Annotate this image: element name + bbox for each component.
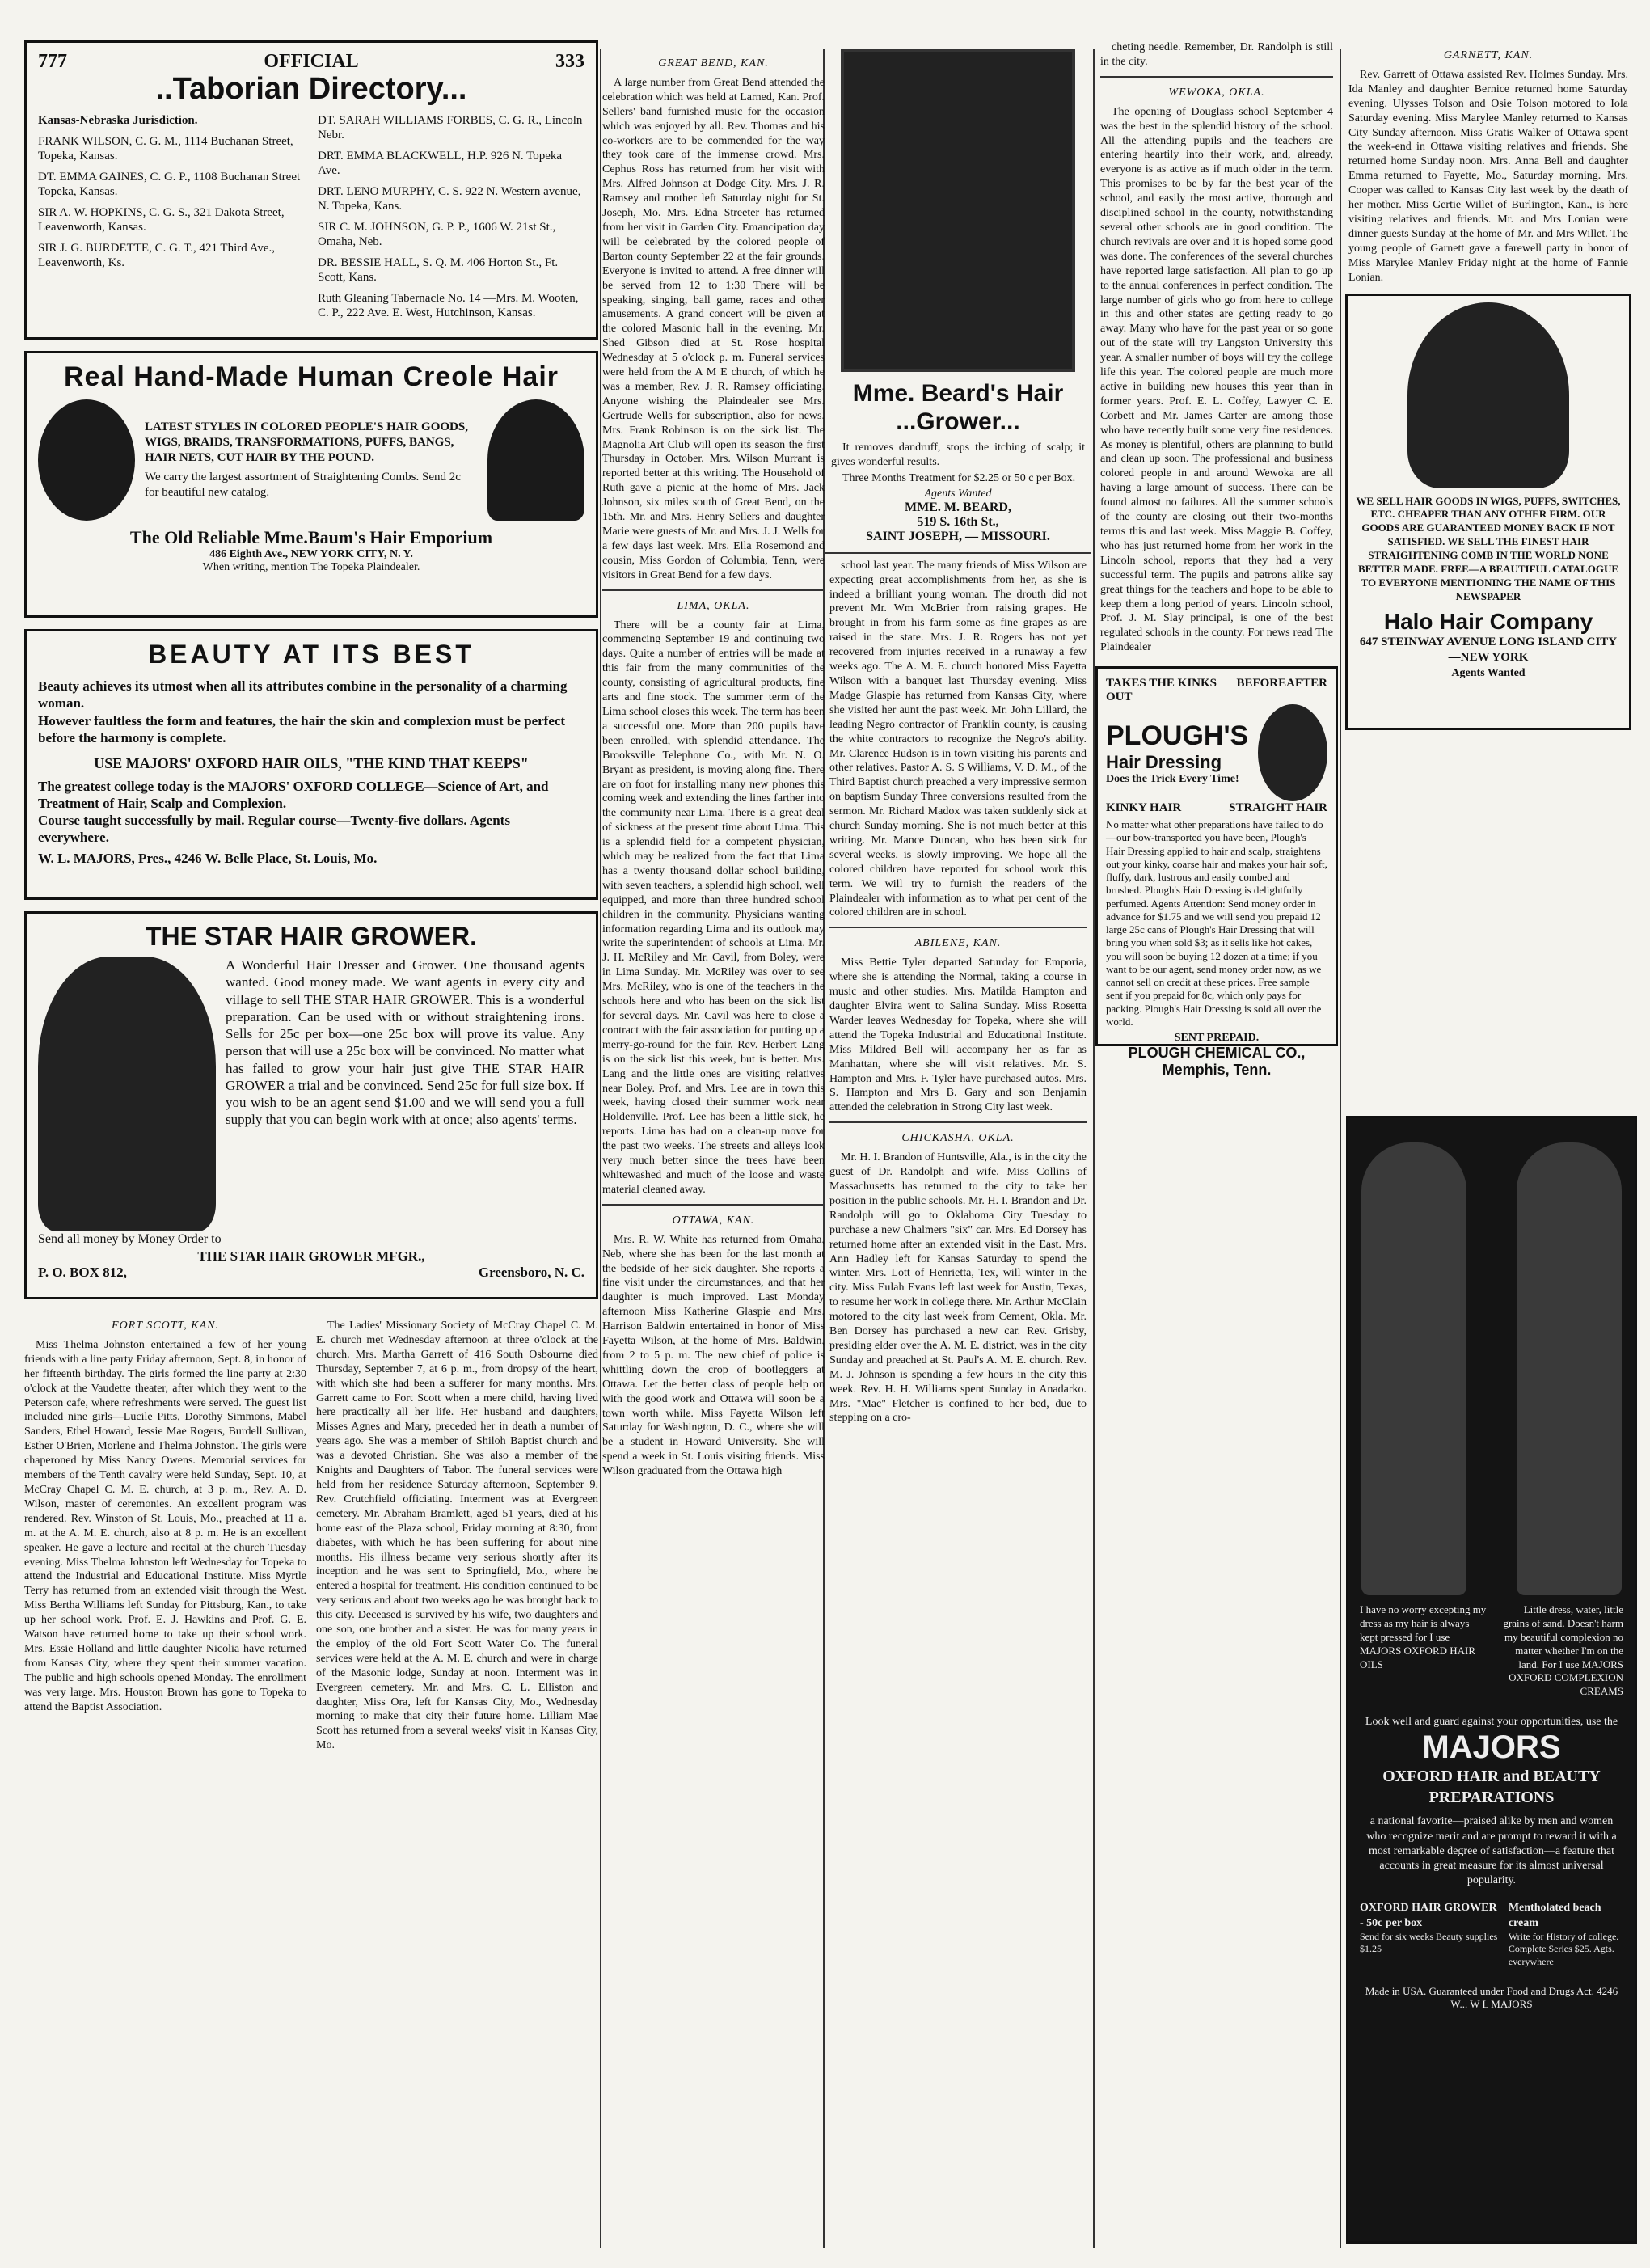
star-ad-foot1: Send all money by Money Order to bbox=[38, 1232, 222, 1246]
abilene-text: Miss Bettie Tyler departed Saturday for Emporia, where she is attending the Normal, taking a course in music and other studies. Mrs. Matilda Hampton and daughter Elvira went to Salina Sunday. Miss Rosetta Warder leaves Wednesday for Topeka, where she will attend the Topeka Industrial and Educational Institute. Miss Mildred Bell will accompany her as far as Manhattan, where she will visit relatives. Mr. S. Hampton and Mrs. F. Tyler have purchased autos. Mrs. S. Hampton and Mrs B. Gary and son Benjamin attended the celebration in Strong City last week. bbox=[829, 957, 1087, 1114]
creole-hair-ad bbox=[24, 351, 598, 618]
column-rule bbox=[1093, 49, 1095, 2248]
creole-ad-foot: The Old Reliable Mme.Baum's Hair Emporium bbox=[129, 527, 493, 547]
halo-hair-company-ad bbox=[1345, 294, 1631, 730]
directory-body bbox=[38, 113, 584, 327]
beard-ad-city: SAINT JOSEPH, — MISSOURI. bbox=[866, 529, 1050, 543]
beard-ad-title: Mme. Beard's Hair ...Grower... bbox=[852, 380, 1064, 435]
garnett-headline: GARNETT, KAN. bbox=[1443, 49, 1534, 61]
ottawa-text: Mrs. R. W. White has returned from Omaha, Neb, where she has been for the last month at the bedside of her sick daughter. She reports a fine visit under the circumstances, and that her daughter is much improved. Last Monday afternoon Miss Katherine Glaspie and Mrs. Harrison Baldwin entertained in honor of Miss Fayetta Wilson, at the home of Mrs. Baldwin, from 2 to 5 p. m. The new chief of police is whittling down the crop of bootleggers at Ottawa. Let the better class of people help on with the good work and Ottawa will soon be a town worth while. Miss Fayetta Wilson left Saturday for Washington, D. C., where she will be a student in Howard University. She will spend a week in St. Louis visiting friends. Miss Wilson graduated from the Ottawa high bbox=[602, 1233, 825, 1478]
wewoka-text: The opening of Douglass school September 4 was the best in the splendid history of the school. All the attending pupils and the teachers are entering heartily into their work, and, already, everyone is as active as if much older in the term. This promises to be by far the best year of the school, and easily the most active, thorough and disciplined school in the county, notwithstanding several other schools are in good condition. The church revivals are over and it is hoped some good was done. The conferences of the several churches have reported large satisfaction. All plan to go up to the annual conferences in perfect condition. The large number of girls who go from here to college in this and other states are getting ready to go away. Many who have for the past year or so gone out of the state will try Langston University this year. A smaller number of boys will try the college life this year. The colored people are much more active in building new houses this year than in former years. Prof. E. L. Coffey, Lawyer C. E. Corbett and Mr. James Carter are among those who have recently built some very fine residences. As money is plentiful, others are planning to build and clean up soon. The professional and business colored people in and around Wewoka are all having a large amount of success. There can be found almost no failures. All the summer schools of the county are closing out their two-months terms this and last week. Miss Maggie B. Coffey, who has just returned home from her work in the Lincoln school, reports that they had a very successful term. The pupils and patrons alike say great things for the teachers and hope to be able to keep them a long period of years. Lincoln school, Prof. J. M. Slay principal, is one of the best regulated schools in the county. For news read The Plaindealer bbox=[1100, 105, 1333, 654]
divider bbox=[1100, 76, 1333, 78]
woman-silhouette-icon bbox=[487, 399, 584, 521]
star-ad-address bbox=[38, 1265, 584, 1281]
beauty-at-its-best-ad bbox=[24, 629, 598, 900]
directory-entry: SIR J. G. BURDETTE, C. G. T., 421 Third Ave., Leavenworth, Ks. bbox=[38, 241, 276, 269]
halo-ad-name: Halo Hair Company bbox=[1383, 608, 1593, 634]
plough-body: No matter what other preparations have failed to do—our bow-transported you have been, Plough's Hair Dressing applied to hair and scalp, straightens out your kinky, coarse hair and makes your hair soft, fluffy, dark, lustrous and easily combed and brushed. Plough's Hair Dressing is delightfully perfumed. Agents Attention: Send money order in advance for $1.75 and we will send you prepaid 12 large 25c cans of Plough's Hair Dressing that will bring you when sold $3; as it sells like hot cakes, you will soon be buying 12 dozen at a time; if you want to be our agent, send money order now, as we cannot sell on credit at these prices. Free sample sent if you prepaid for 8c, which only pays for packing. Plough's Hair Dressing is sold all over the world. bbox=[1106, 818, 1327, 1028]
beard-ad-agents: Agents Wanted bbox=[924, 487, 992, 500]
wewoka-headline: WEWOKA, OKLA. bbox=[1168, 86, 1265, 99]
lima-text: There will be a county fair at Lima, commencing September 19 and continuing two days. Quite a number of entries will be made at this fair from the many communities of the county, consisting of agricultural products, fine arts and fine stock. The summer term of the Lima school closes this week. The term has been a successful one. More than 200 pupils have been enrolled, with splendid attendance. The Brooksville Telephone Co., with Mr. N. O. Bryant as president, is moving along fine. There are on foot for installing many new phones this coming week and extending the lines farther into the community near Lima. There is a great deal of sickness at the present time about Lima. This is a splendid field for a competent physician, which may be realized from the fact that Lima has a twenty thousand dollar school building, with seven teachers, a splendid high school, well equipped, and more than three hundred school children in the community. Physicians wanting information regarding Lima and its outlook may write the superintendent of schools at Lima. Mr. J. H. McRiley and Mr. Cavil, from Boley, were in Lima Sunday. Mr. McRiley was over to see Mrs. McRiley, who is one of the teachers in the schools here and who has been on the sick list for several days. Mr. Cavil was here to close a contract with the fair association for putting up a merry-go-round for the fair. Rev. Herbert Lang is on the sick list this week, but is better. Mrs. Lang and the little ones are visiting relatives near Boley. Prof. and Mrs. Lee are in town this week, having closed their summer work near Holdenville. Prof. Lee has been a little sick, he reports. Lima has had on a clean-up move for the past two weeks. The streets and alleys look very much better since the trees have been whitewashed and much of the loose and waste material cleaned away. bbox=[602, 619, 825, 1196]
majors-description: a national favorite—praised alike by men and women who recognize merit and are prompt to reward it with a most remarkable degree of satisfaction—a feature that accounts in great measure for its almost universal popularity. bbox=[1366, 1815, 1617, 1887]
beauty-ad-p5: Course taught successfully by mail. Regular course—Twenty-five dollars. Agents everywhere. bbox=[38, 813, 510, 846]
halo-ad-body: WE SELL HAIR GOODS IN WIGS, PUFFS, SWITCHES, ETC. CHEAPER THAN ANY OTHER FIRM. OUR GOODS ARE GUARANTEED MONEY BACK IF NOT SATISFIED. WE SELL THE FINEST HAIR STRAIGHTENING COMB IN THE WORLD NONE BETTER MADE. FREE—A BEAUTIFUL CATALOGUE TO EVERYONE MENTIONING THE NAME OF THIS NEWSPAPER bbox=[1356, 494, 1621, 602]
directory-header bbox=[38, 51, 584, 73]
fort-scott-section bbox=[24, 1311, 598, 1755]
directory-entry: SIR C. M. JOHNSON, G. P. P., 1606 W. 21st St., Omaha, Neb. bbox=[318, 220, 556, 248]
plough-kinky: KINKY HAIR bbox=[1106, 801, 1182, 815]
woman-long-hair-illustration bbox=[38, 957, 216, 1231]
divider bbox=[829, 927, 1087, 928]
chickasha-headline: CHICKASHA, OKLA. bbox=[901, 1132, 1015, 1145]
divider bbox=[602, 1204, 825, 1206]
divider bbox=[602, 589, 825, 591]
smiling-woman-illustration bbox=[1258, 704, 1327, 801]
majors-cream: Mentholated beach cream bbox=[1508, 1902, 1601, 1929]
majors-products bbox=[1348, 1888, 1635, 1968]
directory-entry: SIR A. W. HOPKINS, C. G. S., 321 Dakota Street, Leavenworth, Kansas. bbox=[38, 205, 285, 234]
directory-entry: DT. SARAH WILLIAMS FORBES, C. G. R., Lincoln Nebr. bbox=[318, 113, 583, 141]
beard-ad-body: It removes dandruff, stops the itching of scalp; it gives wonderful results. bbox=[831, 441, 1085, 468]
star-hair-grower-ad bbox=[24, 911, 598, 1299]
majors-tagline: Look well and guard against your opportunities, use the bbox=[1365, 1716, 1618, 1729]
creole-ad-note: When writing, mention The Topeka Plaindealer. bbox=[202, 561, 420, 573]
majors-left-caption: I have no worry excepting my dress as my hair is always kept pressed for I use MAJORS OXFORD HAIR OILS bbox=[1360, 1603, 1487, 1670]
woman-figure-right bbox=[1517, 1142, 1622, 1595]
plough-subtitle: Hair Dressing bbox=[1106, 751, 1222, 772]
creole-ad-body2: We carry the largest assortment of Straightening Combs. Send 2c for beautiful new catalog. bbox=[145, 471, 461, 500]
chickasha-continued-text: cheting needle. Remember, Dr. Randolph is still in the city. bbox=[1100, 41, 1333, 68]
abilene-headline: ABILENE, KAN. bbox=[914, 937, 1002, 950]
directory-official: OFFICIAL bbox=[264, 51, 359, 72]
majors-grower: OXFORD HAIR GROWER - 50c per box bbox=[1360, 1902, 1497, 1929]
ottawa-headline: OTTAWA, KAN. bbox=[672, 1214, 755, 1227]
directory-num-right: 333 bbox=[555, 51, 584, 72]
lima-headline: LIMA, OKLA. bbox=[677, 599, 750, 612]
column-rule bbox=[600, 49, 601, 2248]
majors-subtitle: OXFORD HAIR and BEAUTY PREPARATIONS bbox=[1382, 1768, 1601, 1807]
beard-ad bbox=[825, 40, 1091, 554]
ottawa-continued-text: school last year. The many friends of Miss Wilson are expecting great accomplishments from her, as she is indeed a brilliant young woman. The drouth did not prevent Mr. Wm McBrier from raising grapes. He brought in from his farm some as fine grapes as are raised in the state. Mrs. J. R. Rogers has not yet recovered from injuries received in a runaway a few weeks ago. The A. M. E. church honored Miss Fayetta Wilson with a banquet last Thursday evening. Miss Madge Glaspie has returned from Kansas City, where she visited her aunt the past week. Mr. John Lillard, the leading Negro contractor of Franklin county, is causing the white contractors to recognize the Negro's ability. Mr. Clarence Hudson is in town visiting his parents and other relatives. Pastor A. S. S Williams, V. D. M., of the Third Baptist church preached a very impressive sermon on baptism Sunday Three conversions resulted from the sermon. Mr. Richard Madox was taken suddenly sick at church Sunday morning. She is not much better at this writing. Mr. Mance Duncan, who has been sick for several weeks, is slowly improving. We hope all the colored children have reported for school work this term. We will try to furnish the readers of the Plaindealer with information as to what per cent of the colored children are in school. bbox=[829, 559, 1087, 919]
beauty-ad-p2: However faultless the form and features, the hair the skin and complexion must be perfect before the harmony is complete. bbox=[38, 712, 566, 745]
creole-ad-address: 486 Eighth Ave., NEW YORK CITY, N. Y. bbox=[209, 548, 413, 560]
star-ad-pobox: P. O. BOX 812, bbox=[38, 1265, 127, 1281]
plough-title: PLOUGH'S bbox=[1106, 720, 1249, 751]
woman-portrait-icon bbox=[38, 399, 135, 521]
beard-ad-name: MME. M. BEARD, bbox=[905, 500, 1011, 514]
column-2 bbox=[602, 40, 825, 2248]
column-rule bbox=[1340, 49, 1341, 2248]
majors-title: MAJORS bbox=[1422, 1730, 1561, 1766]
beauty-ad-foot: W. L. MAJORS, Pres., 4246 W. Belle Place, St. Louis, Mo. bbox=[38, 850, 378, 866]
directory-title: ..Taborian Directory... bbox=[155, 72, 467, 106]
directory-entry: DT. EMMA GAINES, C. G. P., 1108 Buchanan Street Topeka, Kansas. bbox=[38, 170, 301, 198]
chickasha-text: Mr. H. I. Brandon of Huntsville, Ala., is in the city the guest of Dr. Randolph and wife. Miss Collins of Massachusetts has returned to the city to take her position in the public schools. Mr. H. I. Brandon and Dr. Randolph will go to Oklahoma City Tuesday to purchase a new Chalmers "six" car. Mrs. Ed Dorsey has returned home after an extended visit in the East. Mrs. Ann Hadley left for Kansas Saturday to spend the winter. Mrs. Lott of Henrietta, Tex, will winter in the city. Miss Eulah Evans left last week for Austin, Texas, to resume her work in college there. Mr. Arthur McClain motored to the city last week from Cement, Okla. Mr. Ben Dorsey has purchased a new car. Rev. Grisby, presiding elder over the A. M. E. district, was in the city Sunday and preached at St. Paul's A. M. E. church. Rev. M. J. Johnson is spending a few hours in the city this week. Rev. H. H. Williams spent Sunday in Anadarko. Mrs. "Mac" Fletcher is confined to her bed, due to stepping on a cro- bbox=[829, 1151, 1087, 1425]
star-ad-foot2: THE STAR HAIR GROWER MFGR., bbox=[197, 1248, 425, 1264]
star-ad-row bbox=[38, 957, 584, 1231]
beauty-ad-title: BEAUTY AT ITS BEST bbox=[148, 640, 475, 669]
beard-ad-street: 519 S. 16th St., bbox=[917, 514, 999, 529]
fort-scott-headline: FORT SCOTT, KAN. bbox=[112, 1320, 219, 1332]
directory-num-left: 777 bbox=[38, 51, 67, 72]
creole-ad-title: Real Hand-Made Human Creole Hair bbox=[63, 361, 559, 392]
star-ad-body: A Wonderful Hair Dresser and Grower. One thousand agents wanted. Good money made. We want agents in every city and village to sell THE STAR HAIR GROWER. This is a wonderful preparation. Can be used with or without straightening irons. Sells for 25c per box—one 25c box will prove its value. Any person that will use a 25c box will be convinced. No matter what has failed to grow your hair just give THE STAR HAIR GROWER a trial and be convinced. Send 25c for full size box. If you wish to be an agent send $1.00 and we will send you a full supply that you can begin work with at once; also agents' terms. bbox=[226, 957, 584, 1128]
majors-bottom: Made in USA. Guaranteed under Food and Drugs Act. 4246 W... W L MAJORS bbox=[1365, 1984, 1618, 2011]
column-3 bbox=[825, 40, 1091, 2248]
fort-scott-text-2: The Ladies' Missionary Society of McCray Chapel C. M. E. church met Wednesday afternoon at three o'clock at the church. Mrs. Martha Garrett of 416 South Osbourne died Thursday, September 7, at 6 p. m., from dropsy of the heart, with which she had been a sufferer for many months. Mrs. Garrett came to Fort Scott when a mere child, having lived here practically all her life. Her husband and daughters, Misses Agnes and Mary, preceded her in death a number of years ago. She was a member of Shiloh Baptist church and was a devoted Christian. She was also a member of the Knights and Daughters of Tabor. The funeral services were held from her residence Saturday afternoon, September 9, Rev. Crutchfield officiating. Interment was at Evergreen cemetery. Mr. Abraham Bramlett, aged 51 years, died at his home east of the Plaza school, Friday morning at 8:30, from diabetes, with which he has been suffering for about nine months. His illness became very serious shortly after its inception and he was sent to Springfield, Mo., where he entered a hospital for treatment. His condition continued to be very serious and about two weeks ago he was brought back to this city. Deceased is survived by his wife, two daughters and one son, one brother and a sister. He was for many years in the employ of the old Fort Scott Water Co. The funeral services were held at the A. M. E. church and were in charge of the Masonic lodge, Sunday at noon. Interment was in Evergreen cemetery. Mr. and Mrs. C. L. Elliston and daughter, Miss Ora, left for Kansas City, Mo., Wednesday morning to make that city their future home. Lilliam Mae Scott has returned from a several weeks' visit in Kansas City, Mo. bbox=[316, 1320, 598, 1752]
majors-grower2: Send for six weeks Beauty supplies $1.25 bbox=[1360, 1930, 1498, 1955]
beard-ad-treatment: Three Months Treatment for $2.25 or 50 c per Box. bbox=[842, 471, 1076, 484]
majors-preparations-ad bbox=[1346, 1116, 1637, 2244]
beauty-ad-p4: The greatest college today is the MAJORS' OXFORD COLLEGE—Science of Art, and Treatment of Hair, Scalp and Complexion. bbox=[38, 778, 549, 811]
woman-portrait-photo bbox=[841, 49, 1075, 372]
majors-cream2: Write for History of college. Complete Series $25. Agts. everywhere bbox=[1508, 1930, 1619, 1967]
divider bbox=[829, 1121, 1087, 1123]
plough-row bbox=[1106, 704, 1327, 801]
plough-trick: Does the Trick Every Time! bbox=[1106, 772, 1239, 785]
woman-figure-left bbox=[1361, 1142, 1466, 1595]
directory-entry: DRT. EMMA BLACKWELL, H.P. 926 N. Topeka Ave. bbox=[318, 149, 563, 177]
plough-straight: STRAIGHT HAIR bbox=[1229, 801, 1327, 815]
directory-entry: DRT. LENO MURPHY, C. S. 922 N. Western avenue, N. Topeka, Kans. bbox=[318, 184, 581, 213]
jurisdiction: Kansas-Nebraska Jurisdiction. bbox=[38, 113, 198, 127]
great-bend-text: A large number from Great Bend attended the celebration which was held at Larned, Kan. Prof. Sellers' band furnished music for the occasion which was enjoyed by all. Rev. Thomas and his co-workers are to be commended for the way they took care of the immense crowd. Mrs. Cephus Ross has returned from her visit with Mrs. Alfred Johnson at Dodge City. Mrs. J. R. Ramsey and mother left Saturday night for St. Joseph, Mo. Mrs. Edna Streeter has returned from her visit in Garden City. Emancipation day will be celebrated by the colored people of Barton county September 22 at the fair grounds. Everyone is invited to attend. A free dinner will be served from 12 to 1:30 There will be speaking, singing, ball game, races and other amusements. A grand concert will be given at the colored Masonic hall in the evening. Mr. Shed Gibson died at St. Rose hospital Wednesday at 5 o'clock p. m. Funeral services were held from the A M E church, of which he was a member, Rev. J. R. Ramsey officiating. Anyone wishing the Plaindealer see Mrs. Gertrude Wells for subscription, also for news. Mrs. Frank Robinson is on the sick list. The Magnolia Art Club will open its season the first Thursday in October. Mrs. Wilson Murrant is reported better at this writing. The Household of Ruth gave a picnic at the home of Mrs. Jack Johnson, six miles south of Great Bend, on the 15th. Mr. and Mrs. Henry Sellers and daughter Marie were guests of Mr. and Mrs. J. J. Wells for a few days last week. Mrs. Ella Rosemond and cousin, Miss Gordon of Columbia, Tenn, were visitors in Great Bend for a few days. bbox=[602, 76, 825, 581]
column-4 bbox=[1095, 40, 1338, 2248]
halo-ad-address: 647 STEINWAY AVENUE LONG ISLAND CITY—NEW YORK bbox=[1359, 635, 1618, 665]
star-ad-title: THE STAR HAIR GROWER. bbox=[145, 922, 478, 951]
fort-scott-text-1: Miss Thelma Johnston entertained a few of her young friends with a line party Friday afternoon, Sept. 8, in honor of her fifteenth birthday. The girls formed the line party at 2:30 o'clock at the Vaudette theater, after which they went to the Peterson cafe, where refreshments were served. The guest list included nine girls—Lucile Pitts, Dorothy Simmons, Mabel Sanders, Ethel Howard, Jessie Mae Rogers, Burdell Sullivan, Esther O'Brien, Morlene and Thelma Johnston. The girls were chaperoned by Miss Nancy Owens. Memorial services for members of the Tenth cavalry were held Sunday, Sept. 10, at McCray Chapel C. M. E. church, at 3 p. m., Rev. A. D. Wilson, master of ceremonies. An excellent program was rendered. Rev. Winston of St. Louis, Mo., preached at 11 a. m. at the A. M. E. church, also at 8 p. m. He is an excellent speaker. He gave a lecture and recital at the church Tuesday evening. Miss Thelma Johnston left Wednesday for Topeka to attend the Industrial and Educational Institute. Miss Myrtle Terry has returned from an extended visit through the West. Miss Bertha Williams left Sunday for Pittsburg, Kan., to take up her school work. Prof. E. J. Hawkins and Prof. G. E. Watson have returned home to take up their school work. Mrs. Essie Holland and little daughter Nicolia have returned from Kansas City, where they spent their summer vacation. The public and high schools opened Monday. The enrollment was very large. Mrs. Houston Brown has gone to Topeka to attend the Baptist Association. bbox=[24, 1338, 306, 1713]
majors-figures bbox=[1348, 1118, 1635, 1595]
plough-foot: PLOUGH CHEMICAL CO., Memphis, Tenn. bbox=[1128, 1045, 1306, 1079]
plough-before: BEFORE bbox=[1236, 677, 1287, 691]
majors-right-caption: Little dress, water, little grains of sand. Doesn't harm my beautiful complexion no matter whether I'm on the land. For I use MAJORS OXFORD COMPLEXION CREAMS bbox=[1503, 1603, 1623, 1698]
garnett-text: Rev. Garrett of Ottawa assisted Rev. Holmes Sunday. Mrs. Ida Manley and daughter Bernice returned home Saturday evening. Ulysses Tolson and Osie Tolson motored to Iola Saturday evening. Miss Marylee Manley returned to Kansas City Sunday afternoon. Miss Gratis Walker of Ottawa spent the week-end in Ottawa visiting relatives and friends. She returned home Sunday noon. Mrs. Anna Bell and daughter Emma returned to Fayette, Mo., Saturday morning. Mrs. Cooper was called to Kansas City last week by the death of her mother. Miss Gertie Willet of Burlington, Kan., is here visiting relatives and friends. Mr. and Mrs Lonian were dinner guests Sunday at the home of Mr. and Mrs Willet. The young people of Garnett gave a farewell party in honor of Miss Marylee Manley Friday night at the home of Fannie Lonian. bbox=[1348, 68, 1628, 284]
beauty-ad-p1: Beauty achieves its utmost when all its attributes combine in the personality of a charming woman. bbox=[38, 678, 568, 712]
creole-ad-row bbox=[38, 399, 584, 521]
woman-portrait-illustration bbox=[1407, 302, 1569, 488]
directory-entry: FRANK WILSON, C. G. M., 1114 Buchanan Street, Topeka, Kansas. bbox=[38, 134, 293, 163]
plough-after: AFTER bbox=[1286, 677, 1327, 691]
directory-entry: DR. BESSIE HALL, S. Q. M. 406 Horton St., Ft. Scott, Kans. bbox=[318, 256, 559, 284]
plough-prepaid: SENT PREPAID. bbox=[1174, 1032, 1260, 1045]
ploughs-hair-dressing-ad bbox=[1095, 666, 1338, 1079]
star-ad-city: Greensboro, N. C. bbox=[478, 1265, 584, 1281]
taborian-directory bbox=[24, 40, 598, 340]
plough-kinky-row bbox=[1106, 801, 1327, 815]
great-bend-headline: GREAT BEND, KAN. bbox=[658, 57, 769, 70]
creole-ad-body: LATEST STYLES IN COLORED PEOPLE'S HAIR GOODS, WIGS, BRAIDS, TRANSFORMATIONS, PUFFS, BANGS, HAIR NETS, CUT HAIR BY THE POUND. bbox=[145, 420, 468, 464]
plough-top: TAKES THE KINKS OUT bbox=[1106, 677, 1217, 704]
column-1 bbox=[24, 40, 598, 2248]
majors-captions bbox=[1348, 1595, 1635, 1699]
directory-entry: Ruth Gleaning Tabernacle No. 14 —Mrs. M. Wooten, C. P., 222 Ave. E. West, Hutchinson, Kansas. bbox=[318, 291, 579, 319]
beauty-ad-p3: USE MAJORS' OXFORD HAIR OILS, "THE KIND THAT KEEPS" bbox=[94, 755, 529, 771]
plough-top-row bbox=[1106, 677, 1327, 704]
halo-ad-agents: Agents Wanted bbox=[1451, 666, 1526, 679]
